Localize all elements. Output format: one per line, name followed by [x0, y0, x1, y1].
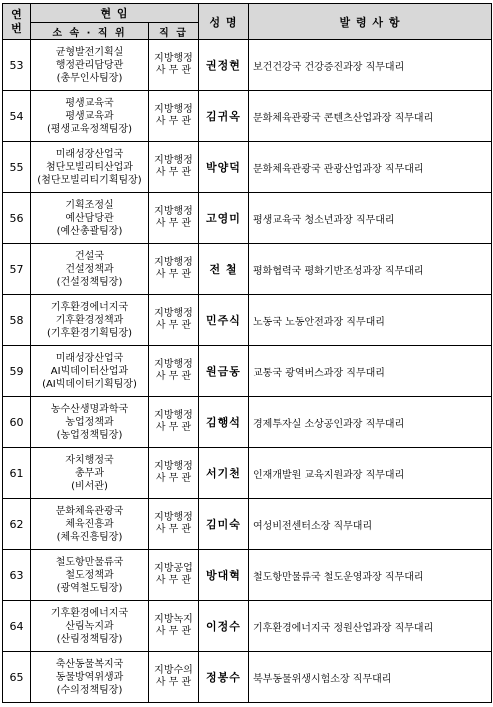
- row-number: 56: [3, 193, 31, 244]
- rank-line: 지방행정: [154, 410, 193, 421]
- header-rank: 직 급: [149, 23, 199, 40]
- row-appointment: 평화협력국 평화기반조성과장 직무대리: [249, 244, 492, 295]
- row-appointment: 기후환경에너지국 정원산업과장 직무대리: [249, 601, 492, 652]
- row-name: 권정현: [199, 40, 249, 91]
- position-line: 첨단모빌리티산업과: [46, 161, 133, 173]
- rank-line: 지방행정: [154, 359, 193, 370]
- position-line: (농업정책팀장): [56, 429, 123, 441]
- row-appointment: 여성비전센터소장 직무대리: [249, 499, 492, 550]
- rank-line: 지방공업: [154, 563, 193, 574]
- rank-line: 지방행정: [154, 206, 193, 217]
- table-row: [3, 244, 492, 295]
- rank-line: 지방수의: [154, 665, 193, 676]
- row-rank: [149, 142, 199, 193]
- position-line: 기후환경에너지국: [50, 301, 129, 313]
- position-line: AI빅데이터산업과: [50, 365, 129, 377]
- row-number: 62: [3, 499, 31, 550]
- header-appointment: 발 령 사 항: [249, 4, 492, 40]
- row-number: 54: [3, 91, 31, 142]
- rank-line: 사 무 관: [155, 575, 192, 586]
- row-rank: [149, 550, 199, 601]
- row-name: 민주식: [199, 295, 249, 346]
- header-name: 성 명: [199, 4, 249, 40]
- header-current: 현 임: [31, 4, 199, 23]
- position-line: (총무인사팀장): [56, 72, 123, 84]
- position-line: 농수산생명과학국: [50, 403, 129, 415]
- position-line: 문화체육관광국: [55, 505, 124, 517]
- row-number: 64: [3, 601, 31, 652]
- table-row: [3, 397, 492, 448]
- row-name: 이정수: [199, 601, 249, 652]
- rank-line: 지방행정: [154, 257, 193, 268]
- position-line: 건설정책과: [65, 263, 114, 275]
- row-rank: [149, 91, 199, 142]
- position-line: 산림녹지과: [65, 620, 114, 632]
- row-name: 서기천: [199, 448, 249, 499]
- appointment-table: [2, 3, 492, 703]
- table-row: [3, 295, 492, 346]
- position-line: 평생교육국: [65, 97, 114, 109]
- row-number: 58: [3, 295, 31, 346]
- rank-line: 사 무 관: [155, 422, 192, 433]
- row-rank: [149, 346, 199, 397]
- rank-line: 사 무 관: [155, 116, 192, 127]
- row-position: [31, 601, 149, 652]
- position-line: 기획조정실: [65, 199, 114, 211]
- position-line: 평생교육과: [65, 110, 114, 122]
- position-line: 기후환경정책과: [55, 314, 124, 326]
- position-line: (광역철도팀장): [56, 582, 123, 594]
- row-name: 정봉수: [199, 652, 249, 703]
- row-number: 65: [3, 652, 31, 703]
- row-name: 박양덕: [199, 142, 249, 193]
- position-line: (예산총괄팀장): [56, 225, 123, 237]
- table-row: [3, 601, 492, 652]
- table-row: [3, 91, 492, 142]
- row-name: 전 철: [199, 244, 249, 295]
- row-position: [31, 40, 149, 91]
- rank-line: 사 무 관: [155, 320, 192, 331]
- position-line: 건설국: [75, 250, 104, 262]
- table-body: [3, 40, 492, 703]
- row-name: 김행석: [199, 397, 249, 448]
- row-name: 김귀옥: [199, 91, 249, 142]
- row-appointment: 문화체육관광국 관광산업과장 직무대리: [249, 142, 492, 193]
- table-row: [3, 142, 492, 193]
- row-rank: [149, 448, 199, 499]
- table-row: [3, 40, 492, 91]
- position-line: 균형발전기획실: [55, 46, 124, 58]
- table-row: [3, 652, 492, 703]
- rank-line: 지방행정: [154, 53, 193, 64]
- position-line: (AI빅데이터기획팀장): [42, 378, 137, 390]
- row-rank: [149, 295, 199, 346]
- position-line: (체육진흥팀장): [56, 531, 123, 543]
- position-line: 미래성장산업국: [55, 148, 124, 160]
- rank-line: 사 무 관: [155, 677, 192, 688]
- row-rank: [149, 652, 199, 703]
- row-position: [31, 448, 149, 499]
- rank-line: 지방행정: [154, 104, 193, 115]
- position-line: 철도항만물류국: [55, 556, 124, 568]
- table-header: [3, 4, 492, 40]
- rank-line: 사 무 관: [155, 218, 192, 229]
- position-line: 미래성장산업국: [55, 352, 124, 364]
- row-name: 고영미: [199, 193, 249, 244]
- row-position: [31, 397, 149, 448]
- appointment-table-container: [2, 3, 491, 703]
- row-name: 김미숙: [199, 499, 249, 550]
- position-line: (평생교육정책팀장): [46, 123, 133, 135]
- row-appointment: 보건건강국 건강증진과장 직무대리: [249, 40, 492, 91]
- position-line: 철도정책과: [65, 569, 114, 581]
- row-position: [31, 346, 149, 397]
- row-number: 57: [3, 244, 31, 295]
- position-line: (산림정책팀장): [56, 633, 123, 645]
- table-row: [3, 550, 492, 601]
- rank-line: 사 무 관: [155, 167, 192, 178]
- row-position: [31, 295, 149, 346]
- rank-line: 사 무 관: [155, 371, 192, 382]
- position-line: (기후환경기획팀장): [46, 327, 133, 339]
- row-rank: [149, 40, 199, 91]
- rank-line: 지방행정: [154, 155, 193, 166]
- position-line: 체육진흥과: [65, 518, 114, 530]
- position-line: (비서관): [71, 480, 108, 492]
- position-line: 축산동물복지국: [55, 658, 124, 670]
- position-line: 총무과: [75, 467, 104, 479]
- rank-line: 지방행정: [154, 512, 193, 523]
- row-rank: [149, 193, 199, 244]
- position-line: (첨단모빌리티기획팀장): [37, 174, 142, 186]
- row-rank: [149, 244, 199, 295]
- position-line: 행정관리담당관: [55, 59, 124, 71]
- rank-line: 사 무 관: [155, 269, 192, 280]
- position-line: 농업정책과: [65, 416, 114, 428]
- position-line: 자치행정국: [65, 454, 114, 466]
- rank-line: 지방녹지: [154, 614, 193, 625]
- rank-line: 지방행정: [154, 461, 193, 472]
- position-line: 기후환경에너지국: [50, 607, 129, 619]
- row-appointment: 문화체육관광국 콘텐츠산업과장 직무대리: [249, 91, 492, 142]
- row-appointment: 교통국 광역버스과장 직무대리: [249, 346, 492, 397]
- table-row: [3, 448, 492, 499]
- table-row: [3, 346, 492, 397]
- row-position: [31, 244, 149, 295]
- row-position: [31, 499, 149, 550]
- row-name: 원금동: [199, 346, 249, 397]
- row-rank: [149, 499, 199, 550]
- row-rank: [149, 397, 199, 448]
- row-appointment: 인재개발원 교육지원과장 직무대리: [249, 448, 492, 499]
- position-line: 예산담당관: [65, 212, 114, 224]
- rank-line: 사 무 관: [155, 65, 192, 76]
- row-number: 63: [3, 550, 31, 601]
- row-rank: [149, 601, 199, 652]
- rank-line: 사 무 관: [155, 626, 192, 637]
- row-position: [31, 193, 149, 244]
- row-position: [31, 550, 149, 601]
- header-position: 소 속 · 직 위: [31, 23, 149, 40]
- row-appointment: 노동국 노동안전과장 직무대리: [249, 295, 492, 346]
- rank-line: 지방행정: [154, 308, 193, 319]
- row-position: [31, 652, 149, 703]
- row-position: [31, 91, 149, 142]
- table-row: [3, 499, 492, 550]
- position-line: (건설정책팀장): [56, 276, 123, 288]
- row-number: 53: [3, 40, 31, 91]
- row-number: 59: [3, 346, 31, 397]
- row-appointment: 평생교육국 청소년과장 직무대리: [249, 193, 492, 244]
- header-number-label: 연번: [11, 7, 22, 35]
- row-number: 60: [3, 397, 31, 448]
- row-number: 61: [3, 448, 31, 499]
- row-name: 방대혁: [199, 550, 249, 601]
- rank-line: 사 무 관: [155, 473, 192, 484]
- row-appointment: 경제투자실 소상공인과장 직무대리: [249, 397, 492, 448]
- row-appointment: 북부동물위생시험소장 직무대리: [249, 652, 492, 703]
- header-number: [3, 4, 31, 40]
- rank-line: 사 무 관: [155, 524, 192, 535]
- row-number: 55: [3, 142, 31, 193]
- position-line: 동물방역위생과: [55, 671, 124, 683]
- position-line: (수의정책팀장): [56, 684, 123, 696]
- row-appointment: 철도항만물류국 철도운영과장 직무대리: [249, 550, 492, 601]
- table-row: [3, 193, 492, 244]
- row-position: [31, 142, 149, 193]
